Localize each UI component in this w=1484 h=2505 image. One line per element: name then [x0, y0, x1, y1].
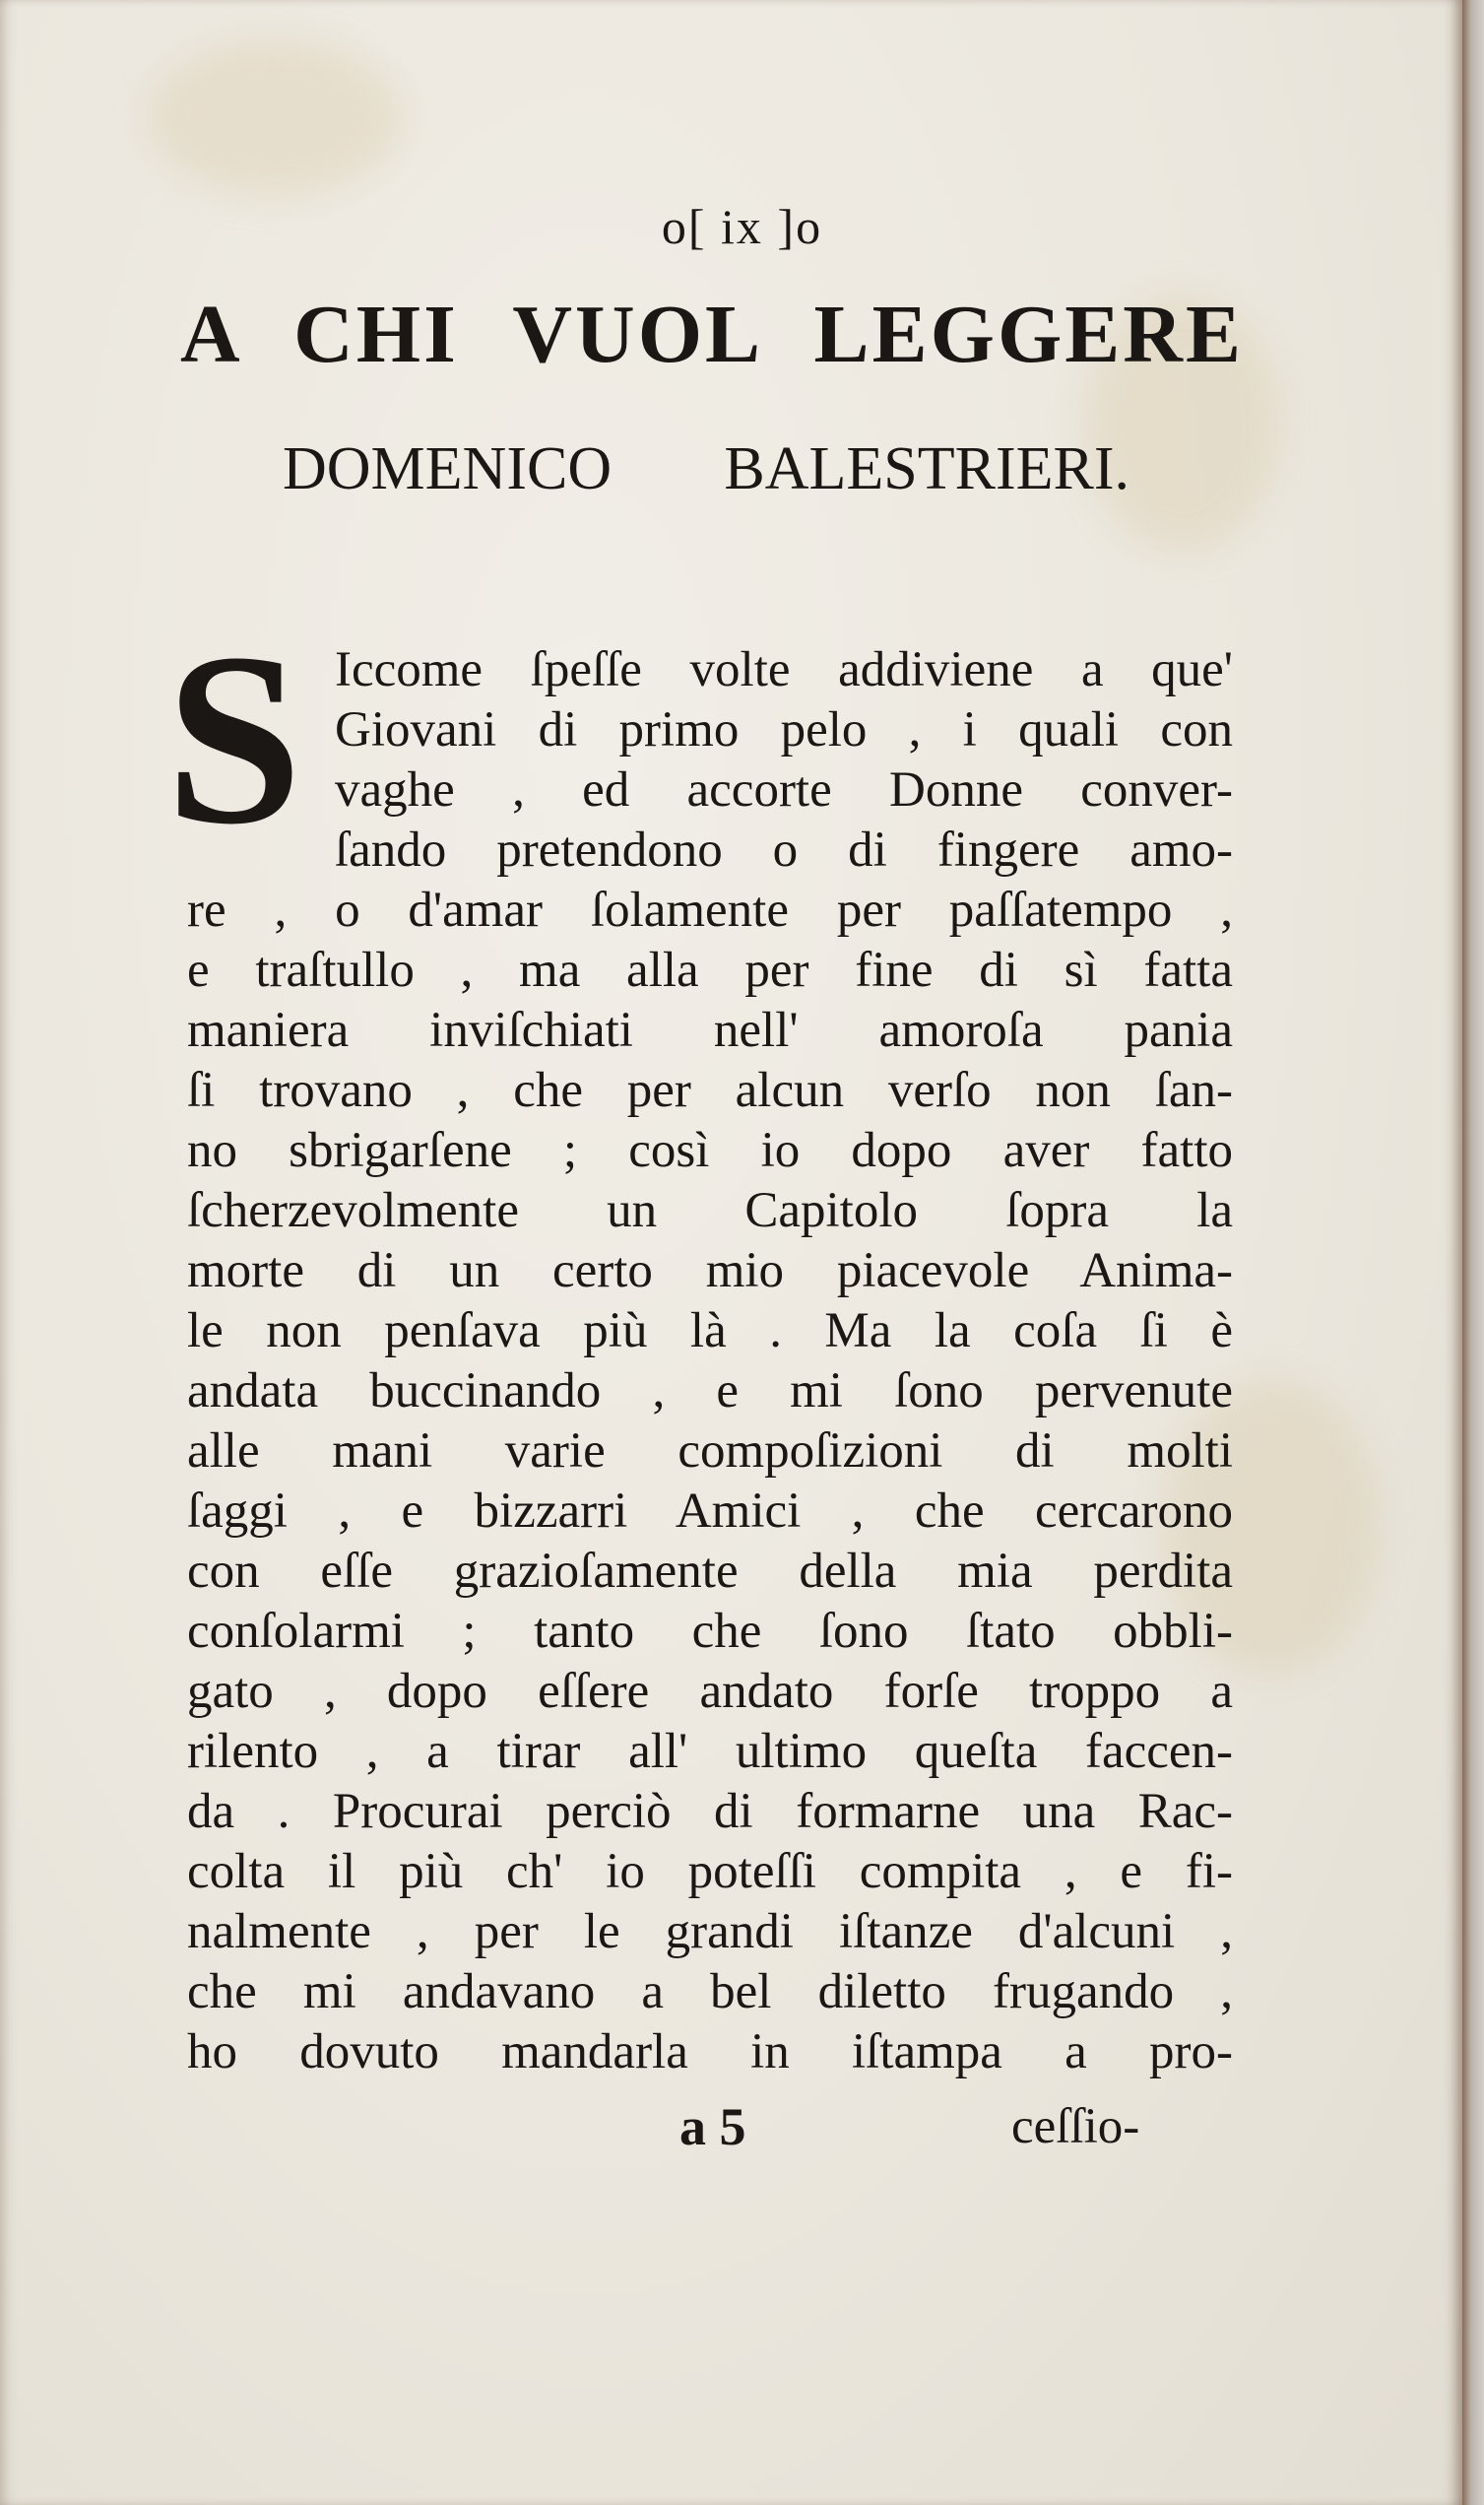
- text-line: ſaggi , e bizzarri Amici , che cercarono: [187, 1483, 1233, 1539]
- drop-cap: S: [165, 603, 303, 876]
- text-line: gato , dopo eſſere andato forſe troppo a: [187, 1664, 1233, 1719]
- text-line: Giovani di primo pelo , i quali con: [335, 702, 1233, 758]
- text-line: rilento , a tirar all' ultimo queſta faccen-: [187, 1724, 1233, 1779]
- text-line: ſcherzevolmente un Capitolo ſopra la: [187, 1183, 1233, 1238]
- text-line: colta il più ch' io poteſſi compita , e fi-: [187, 1844, 1233, 1899]
- text-line: no sbrigarſene ; così io dopo aver fatto: [187, 1123, 1233, 1178]
- text-line: vaghe , ed accorte Donne conver-: [335, 762, 1233, 818]
- text-line: da . Procurai perciò di formarne una Rac-: [187, 1784, 1233, 1839]
- signature-mark: a 5: [679, 2097, 746, 2156]
- body-text: [187, 640, 1233, 2082]
- text-line: ſi trovano , che per alcun verſo non ſan-: [187, 1063, 1233, 1118]
- text-line: re , o d'amar ſolamente per paſſatempo ,: [187, 883, 1233, 938]
- text-line: nalmente , per le grandi iſtanze d'alcuni ,: [187, 1904, 1233, 1959]
- text-line: morte di un certo mio piacevole Anima-: [187, 1243, 1233, 1298]
- text-line: con eſſe grazioſamente della mia perdita: [187, 1544, 1233, 1599]
- text-line: le non penſava più là . Ma la coſa ſi è: [187, 1303, 1233, 1358]
- text-line: che mi andavano a bel diletto frugando ,: [187, 1964, 1233, 2019]
- text-line: e traſtullo , ma alla per fine di sì fatta: [187, 943, 1233, 998]
- text-line: Iccome ſpeſſe volte addiviene a que': [335, 642, 1233, 697]
- author-name: DOMENICO BALESTRIERI.: [283, 435, 1129, 502]
- running-head-page-number: o[ ix ]o: [661, 199, 823, 254]
- page-title: A CHI VUOL LEGGERE: [180, 289, 1244, 380]
- text-line: ho dovuto mandarla in iſtampa a pro-: [187, 2024, 1233, 2079]
- text-line: andata buccinando , e mi ſono pervenute: [187, 1363, 1233, 1418]
- text-line: conſolarmi ; tanto che ſono ſtato obbli-: [187, 1604, 1233, 1659]
- catchword: ceſſio-: [1011, 2099, 1140, 2154]
- text-line: maniera inviſchiati nell' amoroſa pania: [187, 1003, 1233, 1058]
- paper-stain: [148, 39, 404, 197]
- text-line: alle mani varie compoſizioni di molti: [187, 1423, 1233, 1479]
- text-line: ſando pretendono o di fingere amo-: [335, 823, 1233, 878]
- page-edge: [1462, 0, 1484, 2505]
